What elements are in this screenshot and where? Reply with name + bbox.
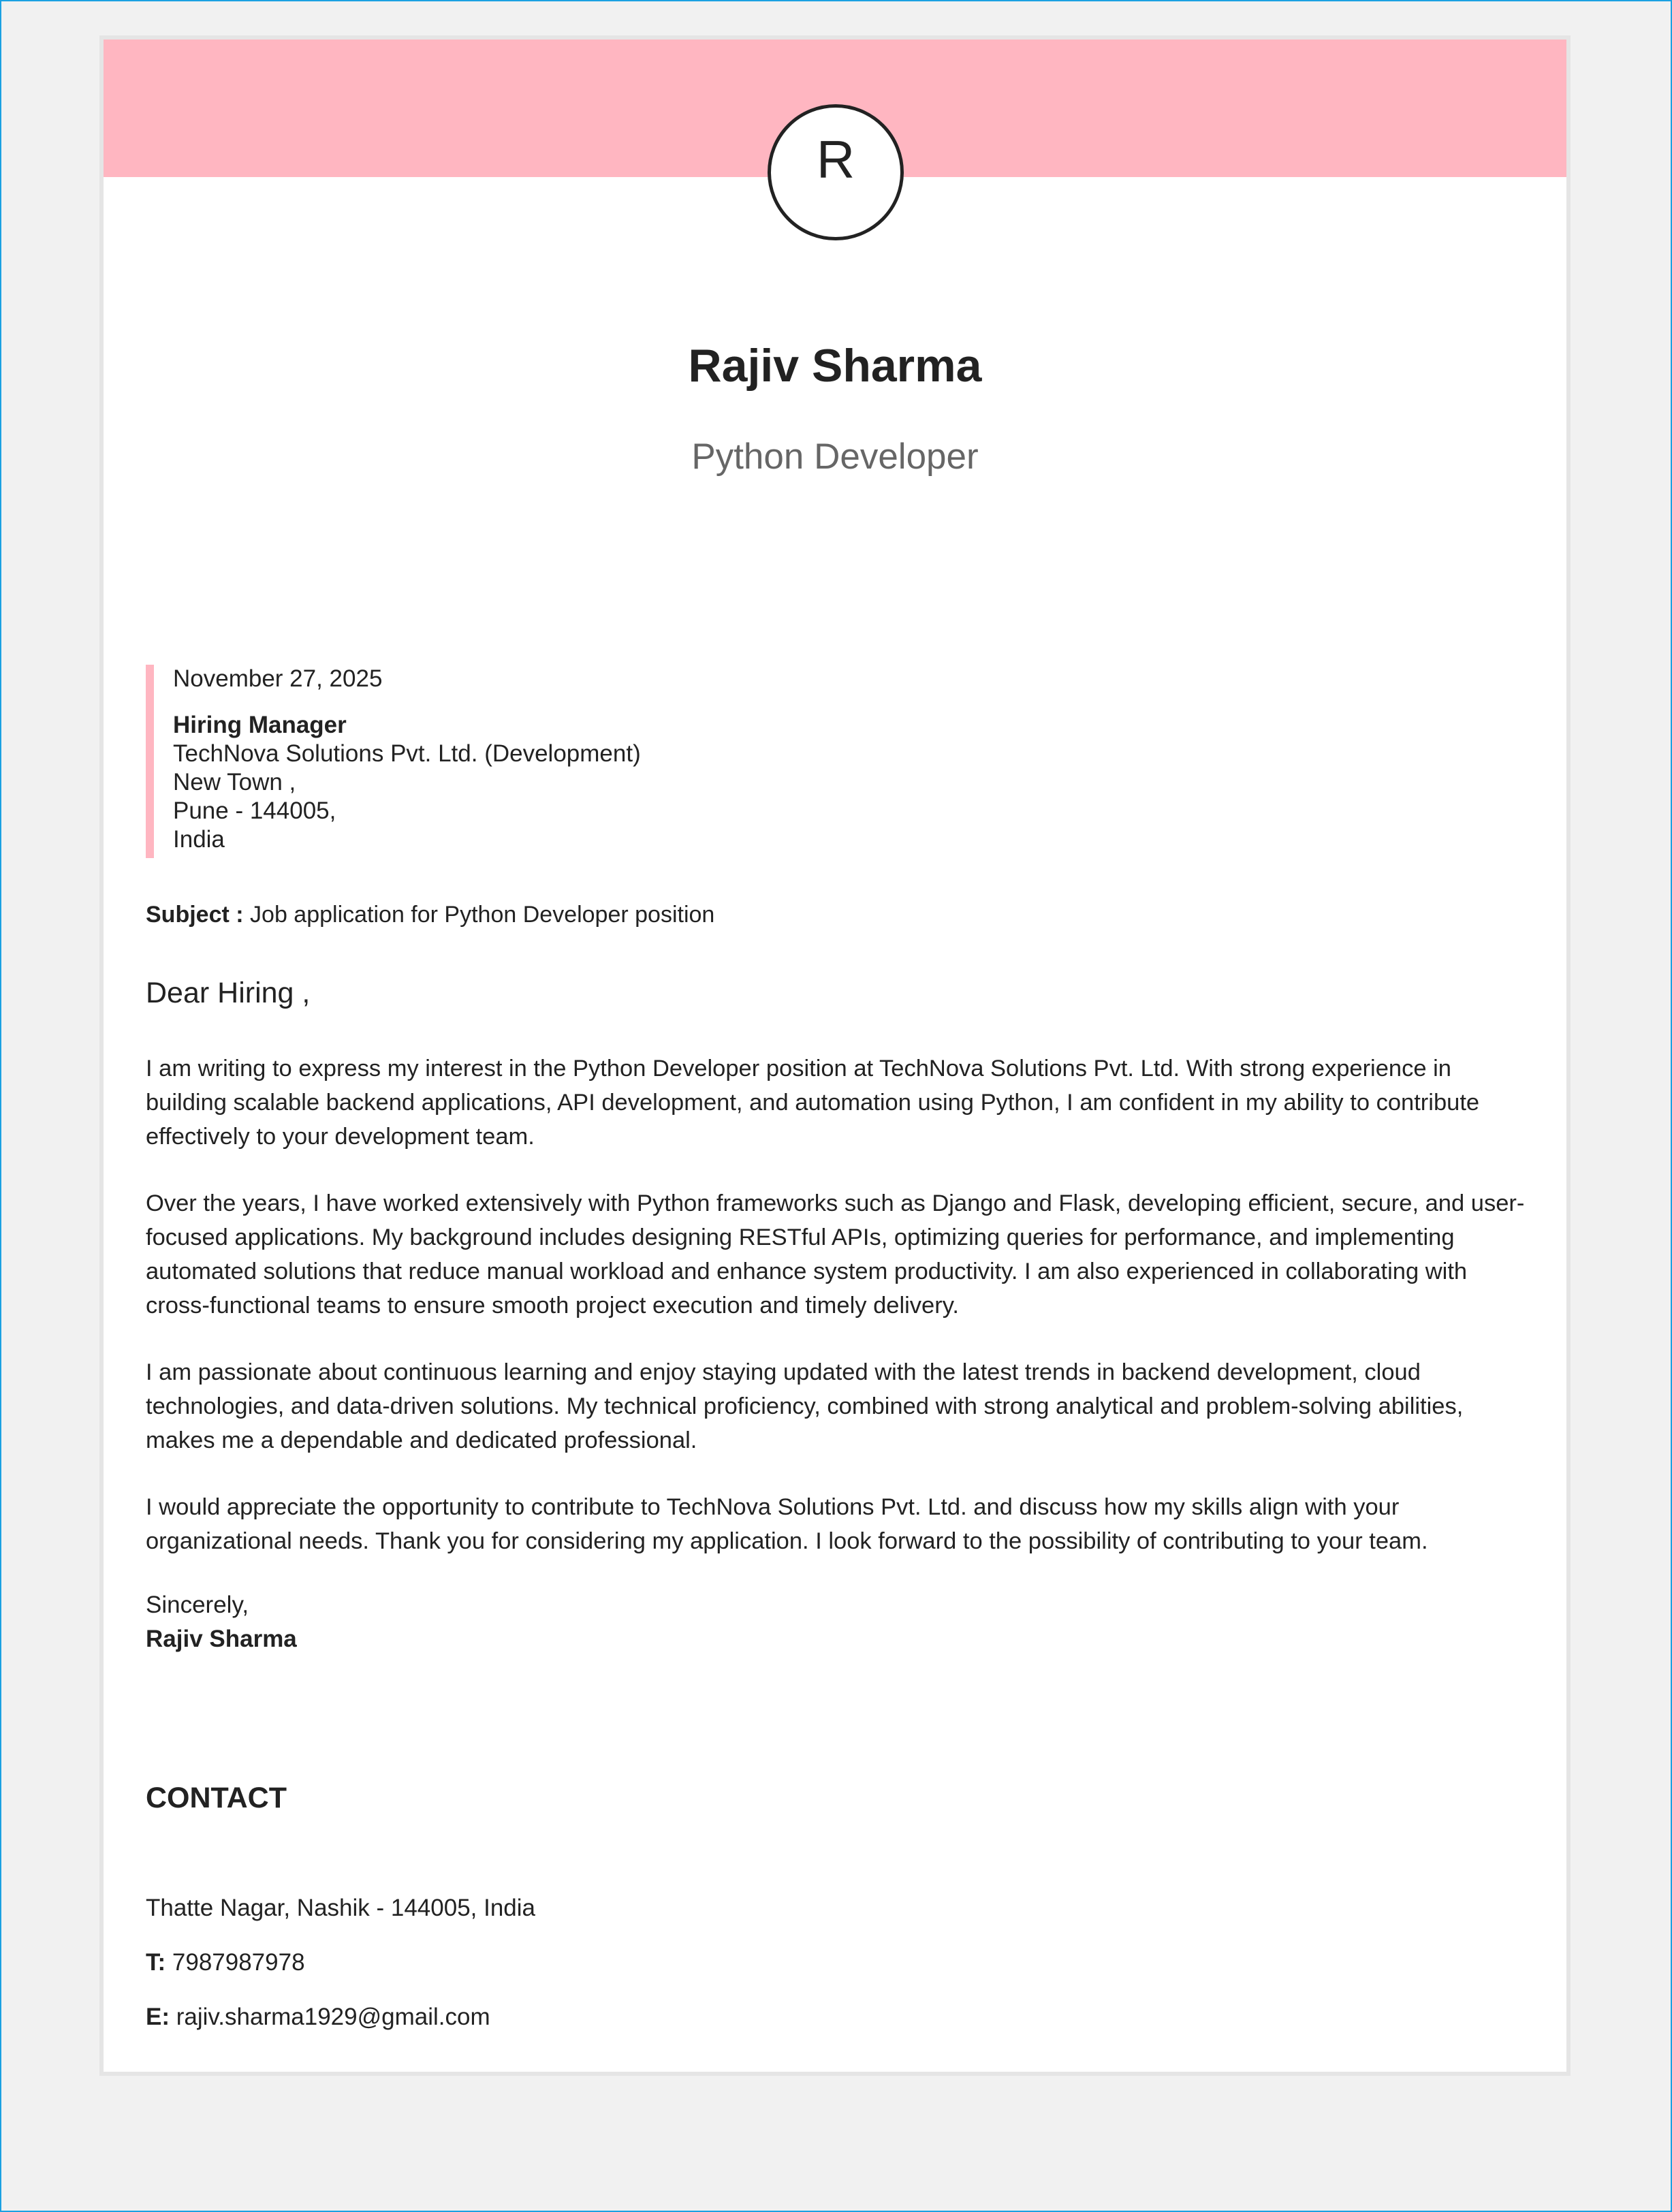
avatar-initial: R (816, 129, 855, 189)
body-paragraph: Over the years, I have worked extensively with Python frameworks such as Django and Flask, developing efficient, secure, and user-focused applications. My background includes designing RESTful APIs, optimizing queries for performance, and implementing automated solutions that reduce manual workload and enhance system productivity. I am also experienced in collaborating with cross-functional teams to ensure smooth project execution and timely delivery. (146, 1190, 1525, 1318)
recipient-address-line2: Pune - 144005, (173, 797, 336, 824)
subject-text: Job application for Python Developer position (250, 902, 715, 928)
signature-name: Rajiv Sharma (146, 1626, 297, 1652)
letter-body (146, 1052, 1535, 1591)
cover-letter-page (99, 35, 1571, 2076)
body-paragraph: I am passionate about continuous learning and enjoy staying updated with the latest trends in backend development, cloud technologies, and data-driven solutions. My technical proficiency, combined with strong analytical and problem-solving abilities, makes me a dependable and dedicated professional. (146, 1359, 1464, 1453)
recipient-name: Hiring Manager (173, 712, 347, 738)
contact-address (146, 1893, 535, 1923)
subject-label: Subject : (146, 902, 244, 928)
contact-phone (146, 1948, 305, 1978)
body-paragraph: I would appreciate the opportunity to contribute to TechNova Solutions Pvt. Ltd. and discuss how my skills align with your organizational needs. Thank you for considering my application. I look forward to the possibility of contributing to your team. (146, 1494, 1428, 1554)
recipient-country: India (173, 826, 225, 853)
email-label: E: (146, 2004, 170, 2030)
contact-email (146, 2002, 490, 2032)
letter-date: November 27, 2025 (173, 665, 383, 692)
avatar (768, 104, 904, 240)
recipient-company: TechNova Solutions Pvt. Ltd. (Development) (173, 740, 641, 767)
subject-line (146, 900, 714, 929)
recipient-address-line1: New Town , (173, 769, 296, 795)
applicant-name: Rajiv Sharma (688, 340, 982, 392)
contact-address-text: Thatte Nagar, Nashik - 144005, India (146, 1895, 536, 1921)
body-paragraph: I am writing to express my interest in the Python Developer position at TechNova Solutions Pvt. Ltd. With strong experience in building scalable backend applications, API development, and automation using Python, I am confident in my ability to contribute effectively to your development team. (146, 1056, 1480, 1150)
applicant-title: Python Developer (691, 437, 979, 477)
phone-label: T: (146, 1949, 166, 1976)
email-value[interactable]: rajiv.sharma1929@gmail.com (176, 2004, 490, 2030)
signoff (146, 1588, 297, 1656)
closing: Sincerely, (146, 1592, 249, 1618)
contact-heading: CONTACT (146, 1782, 287, 1814)
recipient-block (146, 665, 963, 858)
phone-value: 7987987978 (172, 1949, 305, 1976)
salutation: Dear Hiring , (146, 977, 311, 1009)
